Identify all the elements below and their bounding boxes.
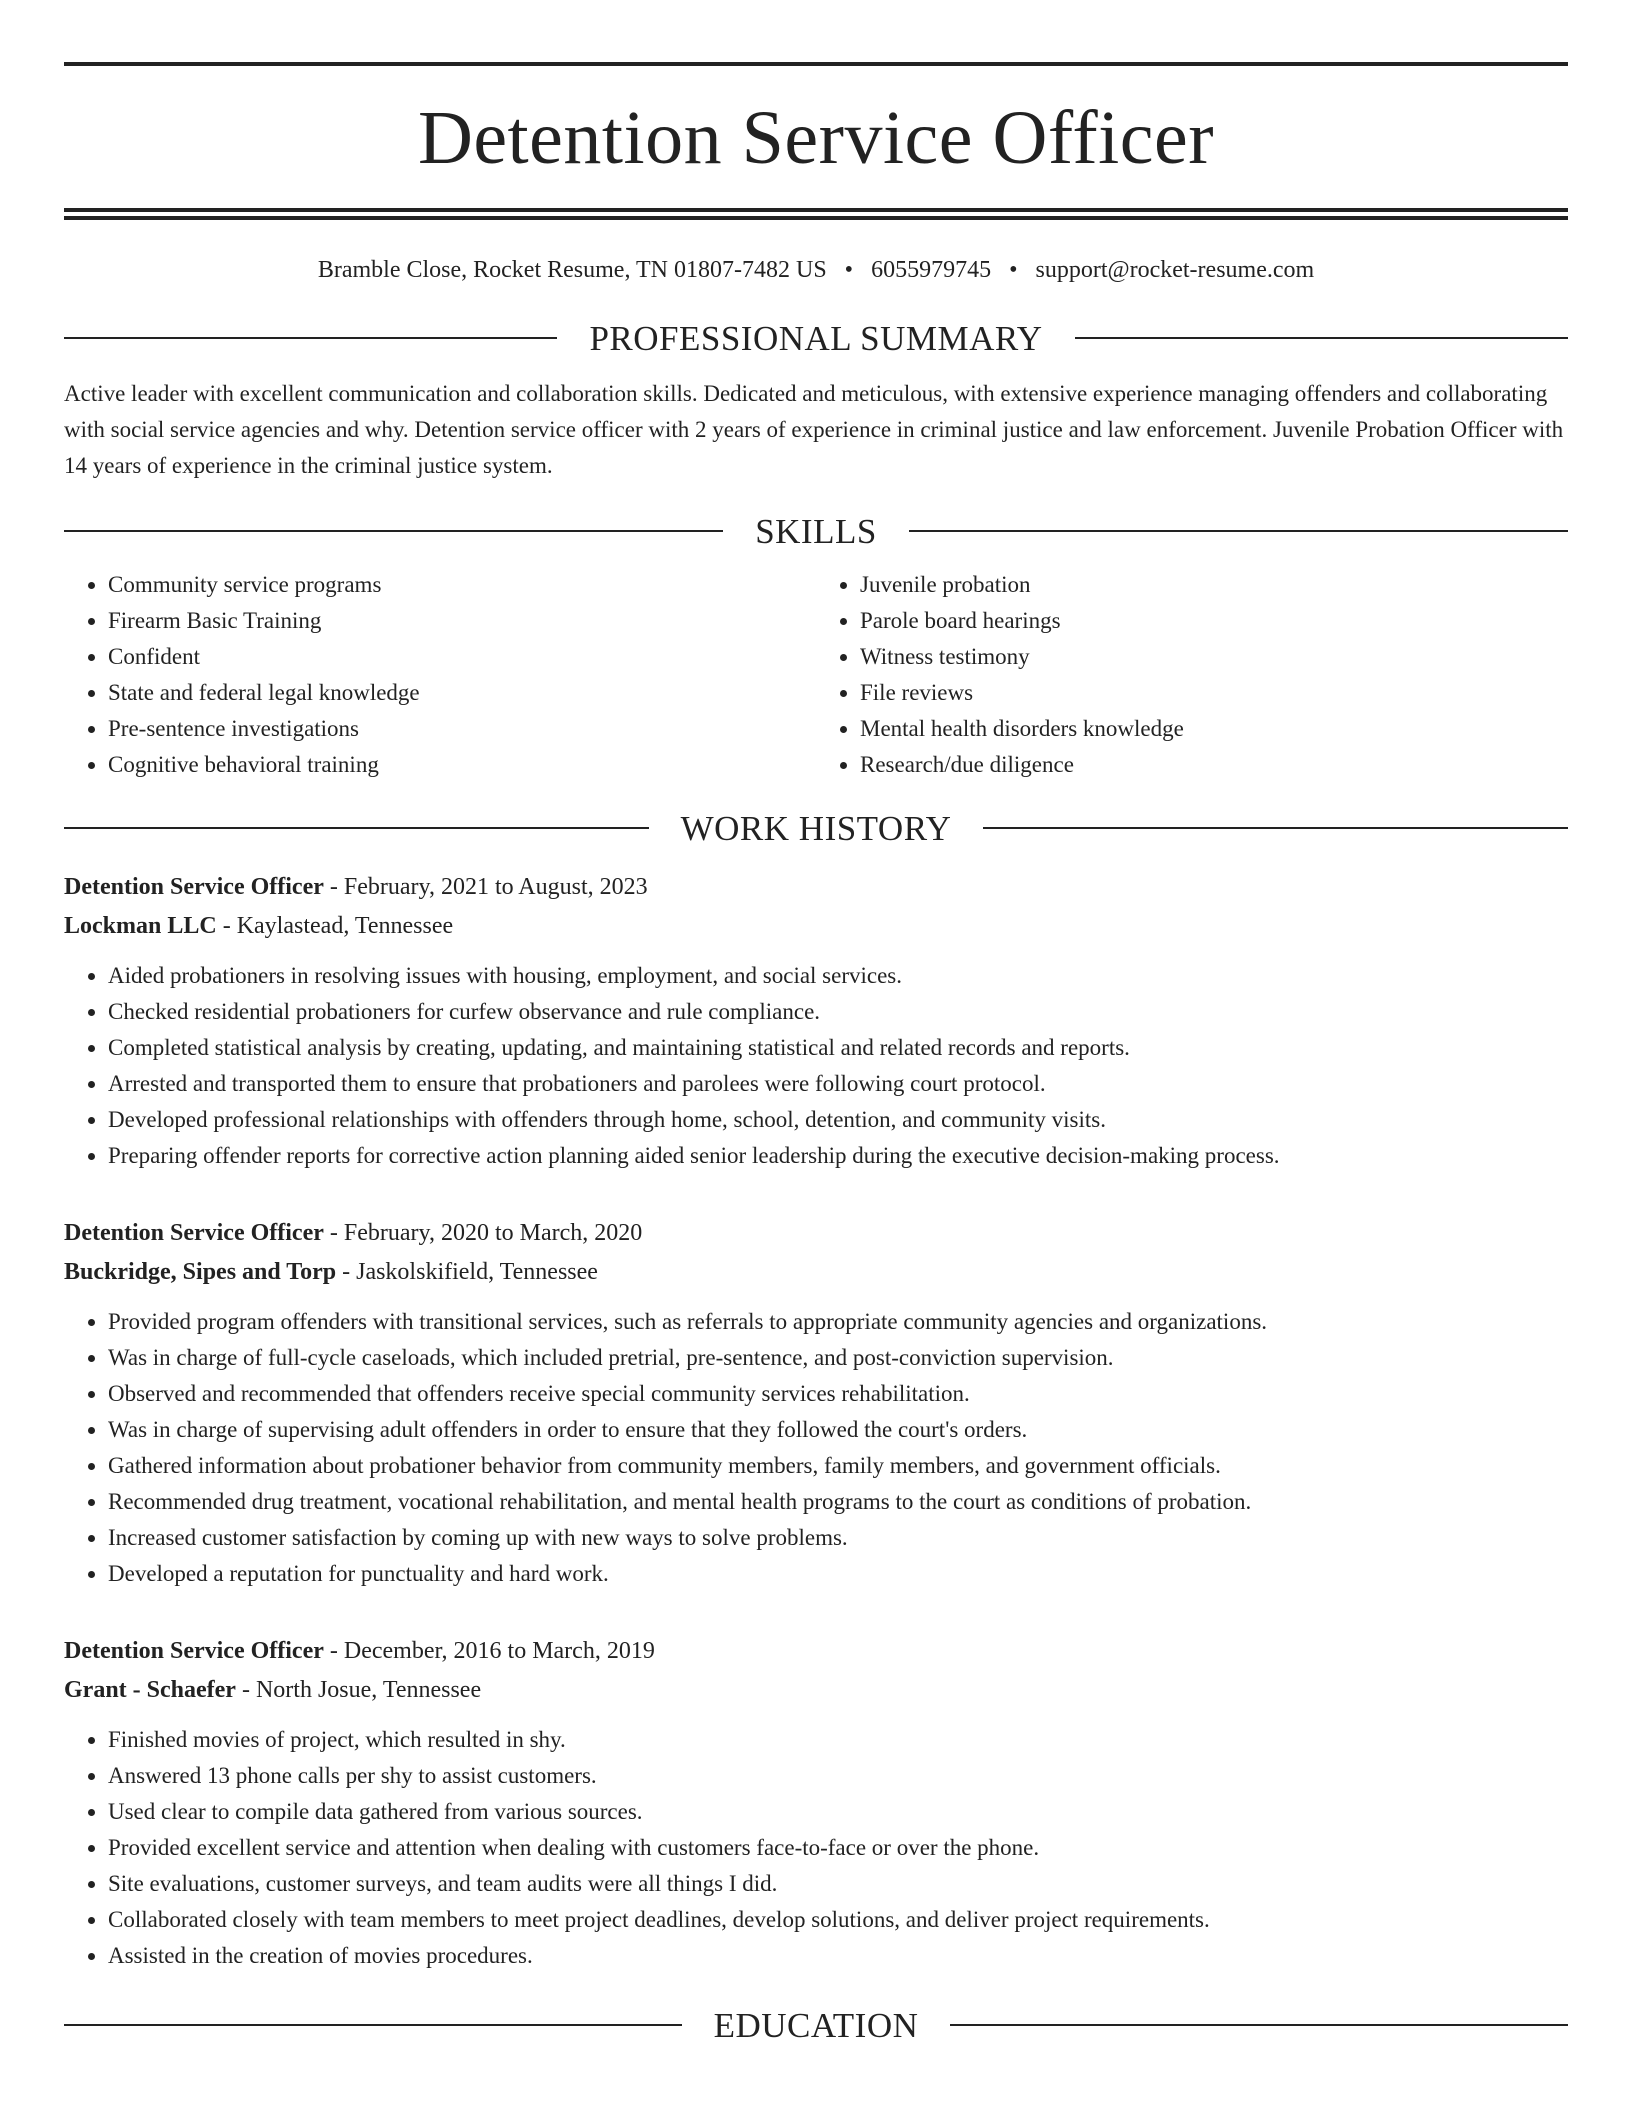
heading-rule-right — [1075, 337, 1568, 339]
contact-separator: • — [844, 257, 854, 283]
skills-list-right — [816, 567, 1568, 783]
heading-rule-left — [64, 2024, 682, 2026]
job-title: Detention Service Officer — [64, 1219, 324, 1246]
job-bullet: • Used clear to compile data gathered from various sources. — [108, 1794, 1568, 1830]
job-location: - Kaylastead, Tennessee — [216, 912, 454, 939]
education-heading: EDUCATION — [713, 2005, 919, 2045]
job-company: Buckridge, Sipes and Torp — [64, 1258, 337, 1285]
job-company: Lockman LLC — [64, 912, 217, 939]
skill-item: • Parole board hearings — [860, 603, 1568, 639]
job-bullet: • Developed professional relationships with offenders through home, school, detention, and community visits. — [108, 1102, 1568, 1138]
job-bullet: • Gathered information about probationer behavior from community members, family members, and government officials. — [108, 1448, 1568, 1484]
job-entry — [64, 868, 1568, 1174]
job-company-line — [64, 1253, 1568, 1292]
work-heading: WORK HISTORY — [680, 808, 952, 848]
job-bullets — [64, 1722, 1568, 1974]
summary-text: Active leader with excellent communication and collaboration skills. Dedicated and meticulous, with extensive experience managing offenders and collaborating with social service agencies and why. Detention service officer with 2 years of experience in criminal justice and law enforcement. Juvenile Probation Officer with 14 years of experience in the criminal justice system. — [64, 380, 1564, 478]
top-rule — [64, 62, 1568, 66]
contact-line — [64, 256, 1568, 285]
job-title: Detention Service Officer — [64, 873, 324, 900]
heading-rule-right — [983, 827, 1568, 829]
skill-item: • Firearm Basic Training — [108, 603, 816, 639]
job-bullet: • Completed statistical analysis by creating, updating, and maintaining statistical and related records and reports. — [108, 1030, 1568, 1066]
skills-heading: SKILLS — [755, 511, 877, 551]
job-bullet: • Preparing offender reports for corrective action planning aided senior leadership during the executive decision-making process. — [108, 1138, 1568, 1174]
job-company: Grant - Schaefer — [64, 1676, 236, 1703]
job-bullet: • Provided excellent service and attention when dealing with customers face-to-face or over the phone. — [108, 1830, 1568, 1866]
summary-heading: PROFESSIONAL SUMMARY — [589, 318, 1043, 358]
resume-title: Detention Service Officer — [417, 96, 1215, 180]
job-bullet: • Finished movies of project, which resulted in shy. — [108, 1722, 1568, 1758]
contact-separator: • — [1009, 257, 1018, 283]
job-bullet: • Arrested and transported them to ensure that probationers and parolees were following court protocol. — [108, 1066, 1568, 1102]
contact-phone: 6055979745 — [871, 257, 992, 283]
job-company-line — [64, 1671, 1568, 1710]
job-bullet: • Answered 13 phone calls per shy to assist customers. — [108, 1758, 1568, 1794]
job-bullets — [64, 958, 1568, 1174]
job-bullets — [64, 1304, 1568, 1592]
heading-rule-left — [64, 530, 723, 532]
contact-email: support@rocket-resume.com — [1035, 257, 1315, 283]
title-double-rule — [64, 208, 1568, 220]
skill-item: • Pre-sentence investigations — [108, 711, 816, 747]
skill-item: • File reviews — [860, 675, 1568, 711]
job-title-line — [64, 1214, 1568, 1253]
job-bullet: • Checked residential probationers for curfew observance and rule compliance. — [108, 994, 1568, 1030]
job-dates: - February, 2021 to August, 2023 — [323, 873, 648, 900]
skill-item: • State and federal legal knowledge — [108, 675, 816, 711]
job-company-line — [64, 907, 1568, 946]
heading-rule-left — [64, 827, 649, 829]
section-heading-work — [64, 808, 1568, 848]
job-bullet: • Site evaluations, customer surveys, and team audits were all things I did. — [108, 1866, 1568, 1902]
job-entry — [64, 1632, 1568, 1974]
job-location: - Jaskolskifield, Tennessee — [336, 1258, 598, 1285]
job-bullet: • Provided program offenders with transitional services, such as referrals to appropriate community agencies and organizations. — [108, 1304, 1568, 1340]
skill-item: • Mental health disorders knowledge — [860, 711, 1568, 747]
skill-item: • Witness testimony — [860, 639, 1568, 675]
skill-item: • Community service programs — [108, 567, 816, 603]
skill-item: • Juvenile probation — [860, 567, 1568, 603]
job-bullet: • Was in charge of supervising adult offenders in order to ensure that they followed the court's orders. — [108, 1412, 1568, 1448]
job-title: Detention Service Officer — [64, 1637, 324, 1664]
section-heading-education — [64, 2005, 1568, 2045]
job-dates: - December, 2016 to March, 2019 — [323, 1637, 655, 1664]
job-bullet: • Observed and recommended that offenders receive special community services rehabilitation. — [108, 1376, 1568, 1412]
job-bullet: • Assisted in the creation of movies procedures. — [108, 1938, 1568, 1974]
skills-columns — [64, 567, 1568, 783]
job-dates: - February, 2020 to March, 2020 — [323, 1219, 643, 1246]
job-bullet: • Aided probationers in resolving issues with housing, employment, and social services. — [108, 958, 1568, 994]
skills-list-left — [64, 567, 816, 783]
resume-page — [64, 0, 1568, 2043]
job-bullet: • Recommended drug treatment, vocational rehabilitation, and mental health programs to the court as conditions of probation. — [108, 1484, 1568, 1520]
section-heading-summary — [64, 318, 1568, 358]
skill-item: • Cognitive behavioral training — [108, 747, 816, 783]
skill-item: • Research/due diligence — [860, 747, 1568, 783]
heading-rule-left — [64, 337, 557, 339]
job-bullet: • Developed a reputation for punctuality and hard work. — [108, 1556, 1568, 1592]
section-heading-skills — [64, 511, 1568, 551]
job-bullet: • Increased customer satisfaction by coming up with new ways to solve problems. — [108, 1520, 1568, 1556]
contact-address: Bramble Close, Rocket Resume, TN 01807-7482 US — [317, 257, 827, 283]
job-bullet: • Collaborated closely with team members to meet project deadlines, develop solutions, and deliver project requirements. — [108, 1902, 1568, 1938]
job-bullet: • Was in charge of full-cycle caseloads, which included pretrial, pre-sentence, and post-conviction supervision. — [108, 1340, 1568, 1376]
heading-rule-right — [909, 530, 1568, 532]
job-title-line — [64, 1632, 1568, 1671]
heading-rule-right — [950, 2024, 1568, 2026]
job-location: - North Josue, Tennessee — [235, 1676, 482, 1703]
skill-item: • Confident — [108, 639, 816, 675]
job-entry — [64, 1214, 1568, 1592]
work-history-list — [64, 868, 1568, 1974]
job-title-line — [64, 868, 1568, 907]
